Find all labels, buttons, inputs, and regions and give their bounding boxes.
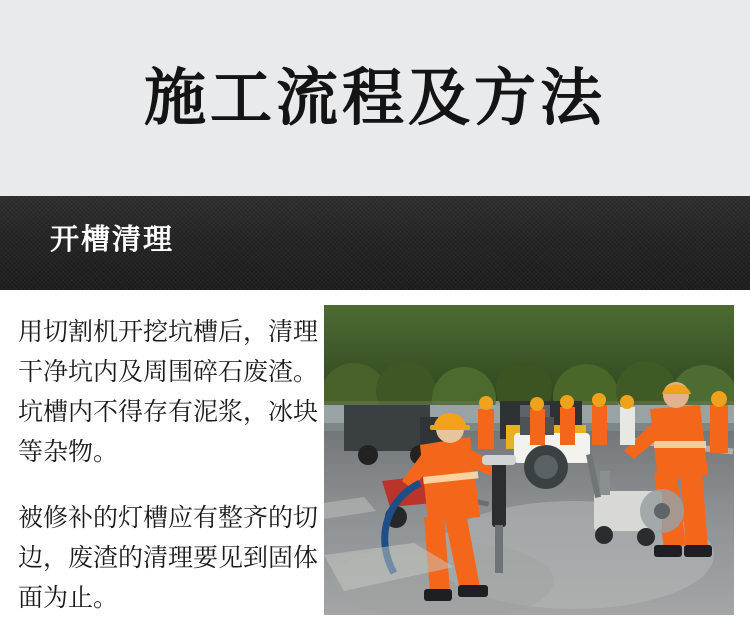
paragraph-1: 用切割机开挖坑槽后，清理干净坑内及周围碎石废渣。坑槽内不得存有泥浆，冰块等杂物。 <box>18 317 319 466</box>
page-title: 施工流程及方法 <box>143 61 606 134</box>
header-banner <box>0 0 750 196</box>
section-header-inner <box>50 222 174 256</box>
content-area <box>0 290 750 626</box>
section-title: 开槽清理 <box>50 222 175 256</box>
section-header-bar <box>0 196 750 290</box>
text-column <box>18 312 318 618</box>
paragraph-2: 被修补的灯槽应有整齐的切边，废渣的清理要见到固体面为止。 <box>18 503 319 612</box>
photo-illustration <box>324 305 734 615</box>
construction-photo <box>324 305 734 615</box>
